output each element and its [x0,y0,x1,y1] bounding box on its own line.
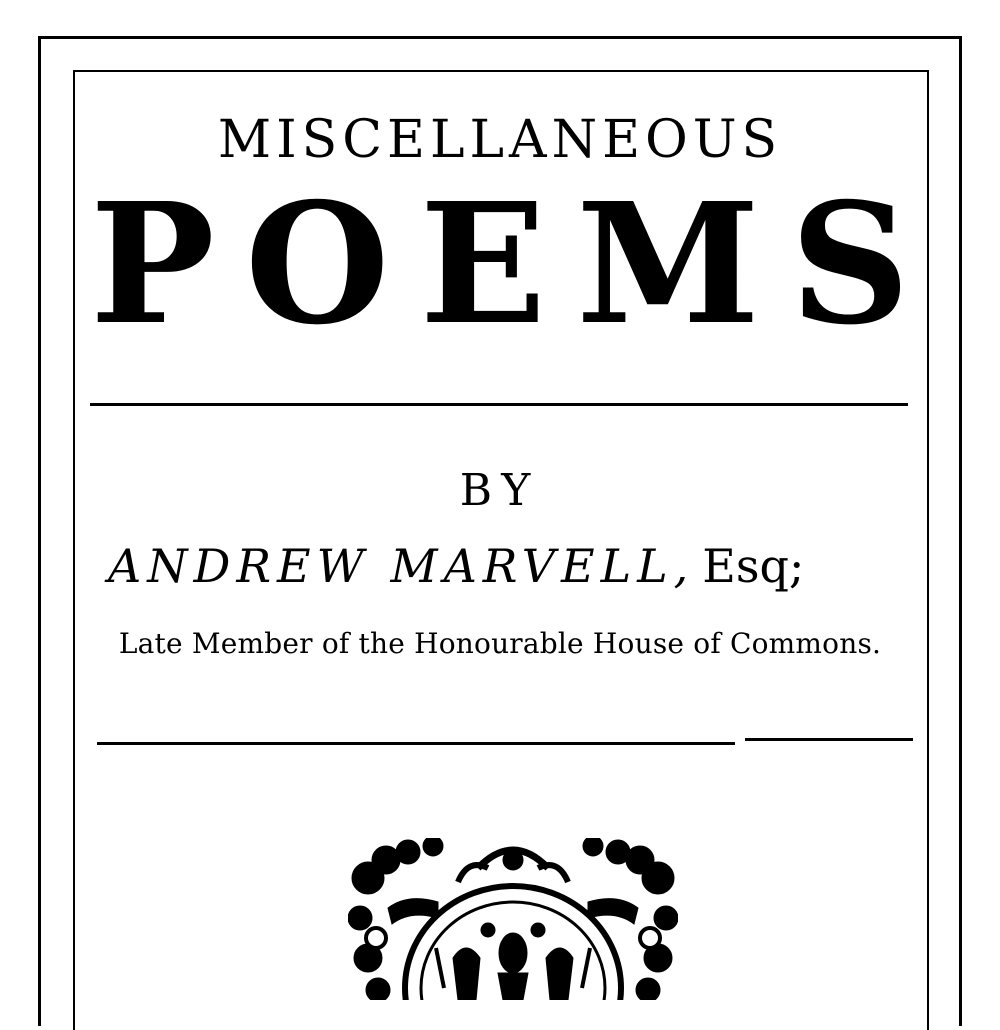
author-description: Late Member of the Honourable House of Commons. [118,627,882,660]
divider-rule-lower-right [745,738,913,741]
title-letter: M [576,167,761,362]
title-letter: E [419,167,547,362]
author-suffix: Esq; [702,539,805,593]
author-line [108,538,908,594]
by-line: BY [459,465,541,516]
divider-rule-lower-left [97,742,735,745]
title-line-miscellaneous: MISCELLANEOUS [217,110,783,170]
title-letter: S [790,167,910,362]
title-line-poems [90,167,910,362]
title-letter: O [244,167,390,362]
printers-device-ornament-icon [348,838,678,1000]
title-letter: P [90,167,215,362]
author-name: ANDREW MARVELL, [108,539,695,593]
divider-rule-upper [90,403,908,406]
